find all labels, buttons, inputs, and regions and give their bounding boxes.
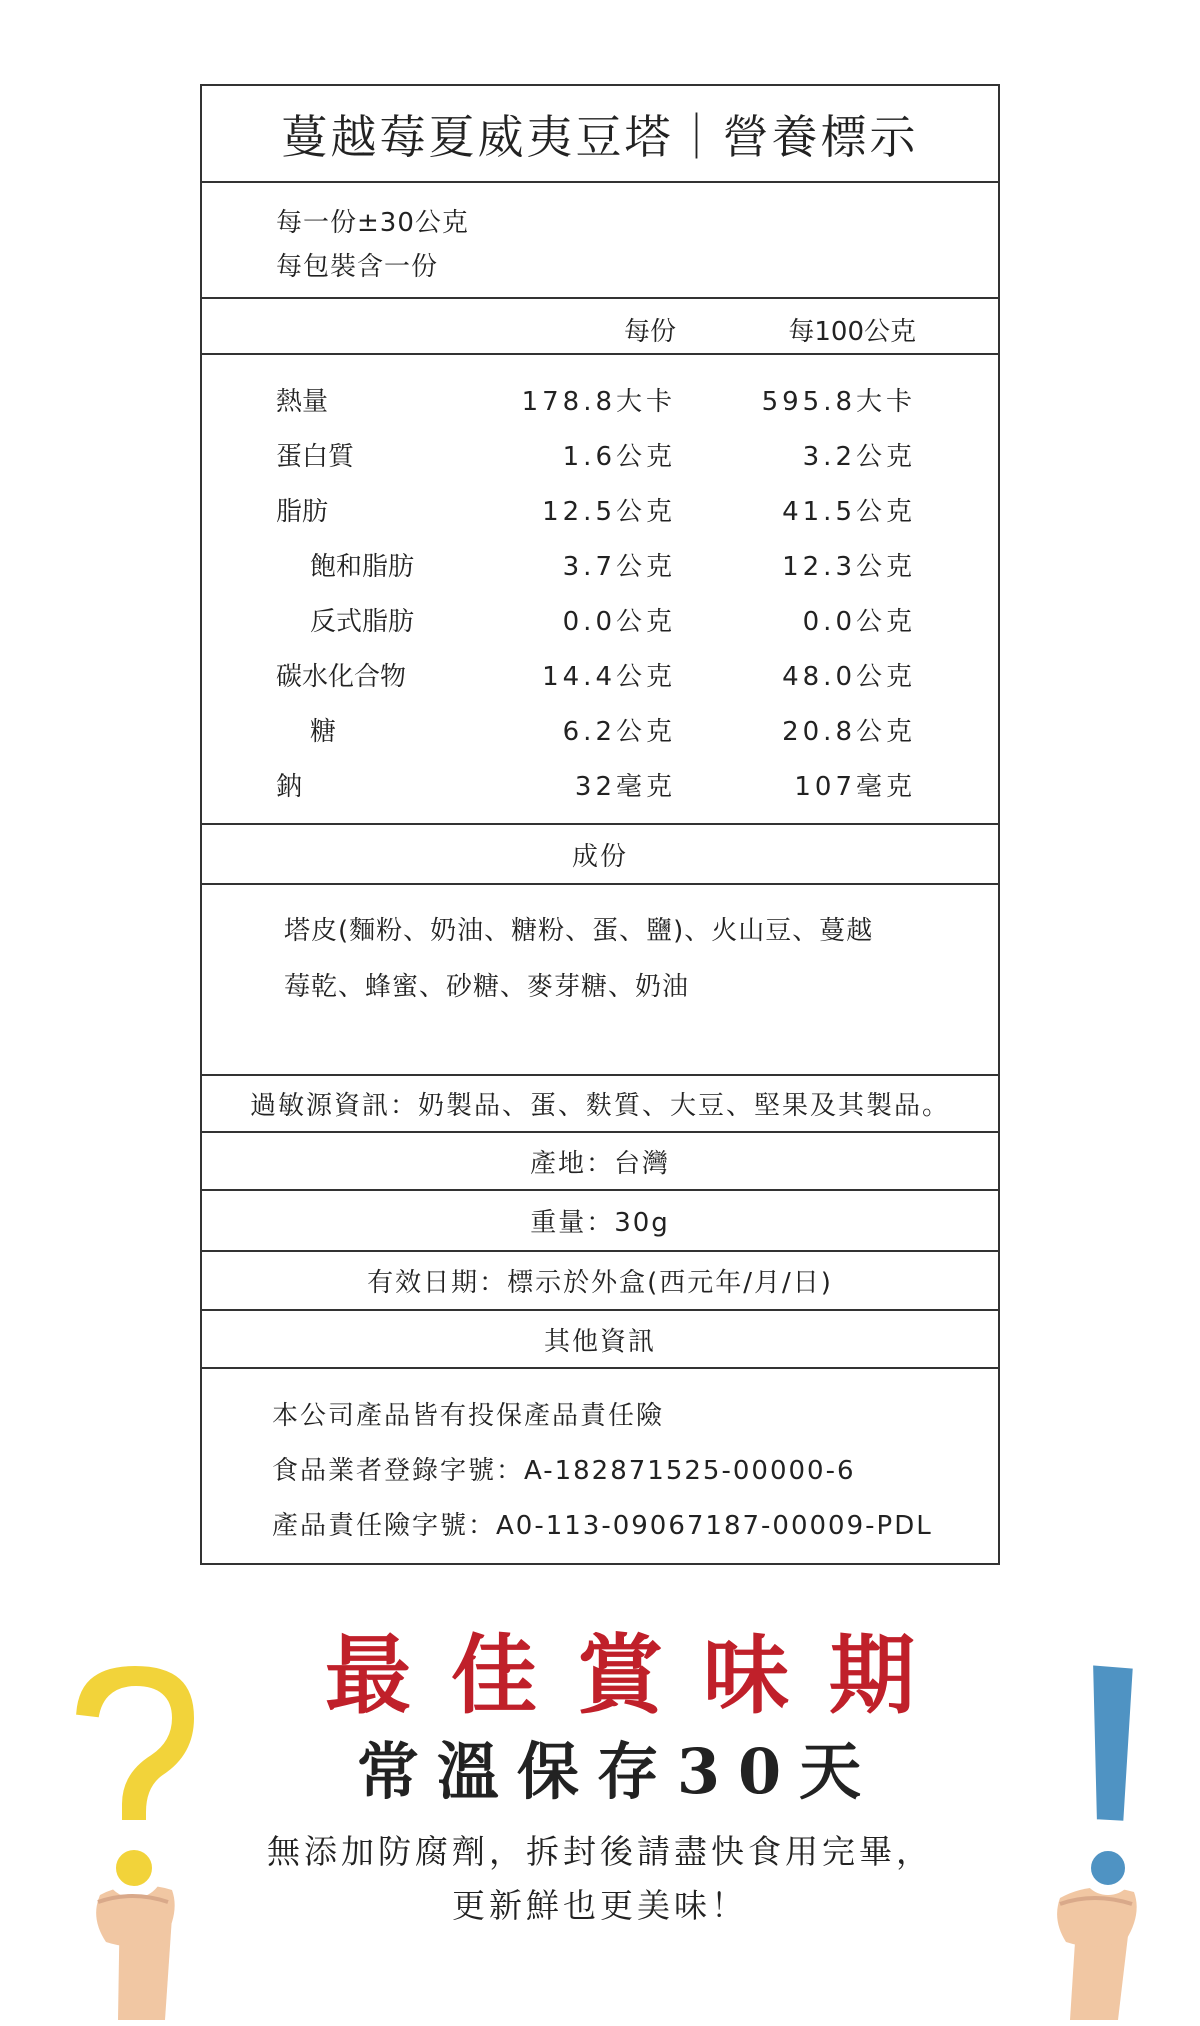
column-per-100g: 每100公克 <box>788 317 916 347</box>
nutrition-label <box>200 84 1000 1565</box>
nutrient-row-energy <box>202 381 998 421</box>
expiry-info: 有效日期：標示於外盒(西元年/月/日) <box>202 1252 998 1311</box>
nutrient-table <box>202 355 998 825</box>
label-title: 蔓越莓夏威夷豆塔｜營養標示 <box>202 86 998 183</box>
other-info <box>202 1369 998 1563</box>
origin-info: 產地：台灣 <box>202 1133 998 1191</box>
nutrient-per-100g: 12.3公克 <box>782 552 916 582</box>
allergen-info: 過敏源資訊：奶製品、蛋、麩質、大豆、堅果及其製品。 <box>202 1076 998 1133</box>
nutrient-name: 熱量 <box>276 387 329 417</box>
exclamation-mark-icon <box>1030 1640 1180 2020</box>
preservative-note: 無添加防腐劑，拆封後請盡快食用完畢， <box>267 1832 933 1871</box>
servings-per-package: 每包裝含一份 <box>276 252 439 282</box>
nutrient-row-sodium <box>202 766 998 806</box>
nutrient-row-trans-fat <box>202 601 998 641</box>
nutrient-row-fat <box>202 491 998 531</box>
best-before-title: 最佳賞味期 <box>325 1625 955 1726</box>
nutrient-per-100g: 3.2公克 <box>802 442 916 472</box>
nutrient-per-100g: 20.8公克 <box>782 717 916 747</box>
nutrient-per-serving: 1.6公克 <box>562 442 676 472</box>
serving-size: 每一份±30公克 <box>276 208 469 238</box>
nutrient-row-sugar <box>202 711 998 751</box>
storage-duration: 常溫保存30天 <box>356 1735 880 1808</box>
nutrient-name: 反式脂肪 <box>310 607 415 637</box>
nutrient-row-carbohydrate <box>202 656 998 696</box>
nutrient-per-serving: 6.2公克 <box>562 717 676 747</box>
nutrient-per-100g: 41.5公克 <box>782 497 916 527</box>
nutrient-name: 脂肪 <box>276 497 329 527</box>
registration-number: 食品業者登錄字號：A-182871525-00000-6 <box>272 1456 856 1486</box>
insurance-note: 本公司產品皆有投保產品責任險 <box>272 1401 665 1431</box>
ingredients-list <box>202 885 998 1076</box>
serving-info <box>202 183 998 299</box>
weight-info: 重量：30g <box>202 1191 998 1252</box>
ingredients-line: 莓乾、蜂蜜、砂糖、麥芽糖、奶油 <box>284 972 690 1002</box>
ingredients-line: 塔皮(麵粉、奶油、糖粉、蛋、鹽)、火山豆、蔓越 <box>284 916 874 946</box>
nutrient-per-serving: 3.7公克 <box>562 552 676 582</box>
nutrient-name: 蛋白質 <box>276 442 355 472</box>
nutrient-per-serving: 0.0公克 <box>562 607 676 637</box>
other-info-title: 其他資訊 <box>202 1311 998 1369</box>
freshness-note: 更新鮮也更美味！ <box>452 1886 748 1925</box>
nutrient-row-protein <box>202 436 998 476</box>
column-header <box>202 299 998 355</box>
nutrient-name: 鈉 <box>276 772 303 802</box>
nutrient-per-100g: 48.0公克 <box>782 662 916 692</box>
nutrient-per-serving: 12.5公克 <box>542 497 676 527</box>
nutrient-name: 飽和脂肪 <box>310 552 415 582</box>
nutrient-per-serving: 32毫克 <box>574 772 676 802</box>
nutrient-per-serving: 178.8大卡 <box>521 387 676 417</box>
nutrient-name: 碳水化合物 <box>276 662 407 692</box>
nutrient-per-100g: 595.8大卡 <box>761 387 916 417</box>
column-per-serving: 每份 <box>623 317 676 347</box>
insurance-number: 產品責任險字號：A0-113-09067187-00009-PDL <box>272 1511 933 1541</box>
nutrient-per-100g: 107毫克 <box>794 772 916 802</box>
nutrient-per-serving: 14.4公克 <box>542 662 676 692</box>
question-mark-icon <box>40 1640 230 2020</box>
nutrient-per-100g: 0.0公克 <box>802 607 916 637</box>
nutrient-row-saturated-fat <box>202 546 998 586</box>
nutrient-name: 糖 <box>310 717 337 747</box>
ingredients-title: 成份 <box>202 825 998 885</box>
